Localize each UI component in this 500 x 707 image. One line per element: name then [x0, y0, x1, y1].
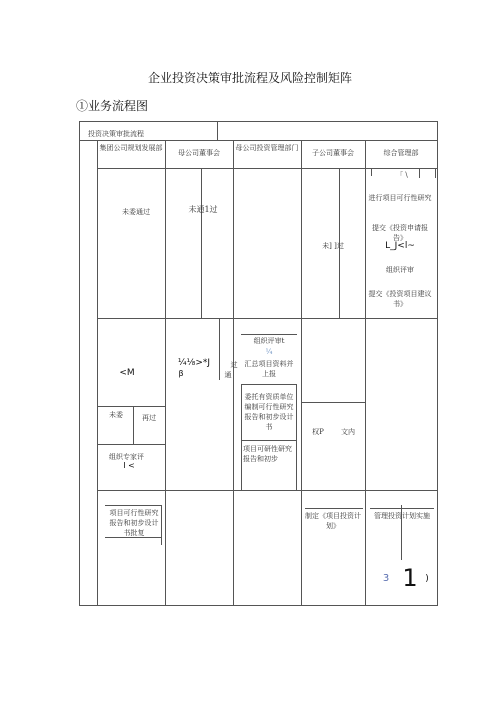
note-parent-pass-a: 过	[230, 361, 238, 369]
marks-top: 「 \	[396, 171, 408, 179]
note-subsidiary-a: 权P	[312, 428, 324, 436]
marks-planning-b: I <	[123, 461, 135, 470]
marks-planning: <M	[119, 368, 135, 378]
step-approval: 项目可行性研究报告和初步设计书批复	[109, 509, 159, 537]
step-submit-proposal: 提交《投资项目建议书》	[368, 290, 432, 308]
step-organize-review: 组织评审	[386, 266, 414, 274]
step-feasibility-report: 项目可研性研究报告和初步	[243, 445, 292, 463]
step-submit-application: 提交《投资申请报告》	[372, 224, 428, 242]
note-subsidiary-b: 文内	[341, 428, 355, 436]
marks-parent-a: ¼⅛>*J	[177, 358, 211, 368]
step-implement-plan: 管理投资计划实施	[374, 512, 430, 520]
section-heading: ①业务流程图	[76, 99, 149, 113]
marks-parent-b: β	[178, 369, 184, 378]
column-header-investment-dept: 母公司投资管理部门	[235, 144, 299, 152]
page-mark-c: )	[425, 574, 429, 584]
step-make-plan: 制定《项目投资计划》	[305, 512, 361, 530]
step-feasibility-study: 进行项目可行性研究	[368, 194, 432, 202]
page-mark-b: 1	[402, 564, 418, 592]
document-title: 企业投资决策审批流程及风险控制矩阵	[147, 71, 352, 85]
column-header-parent-board: 母公司董事会	[178, 149, 220, 157]
note-subsidiary-reject: 未] ]过	[322, 242, 344, 250]
column-header-subsidiary-board: 子公司董事会	[312, 149, 354, 157]
step-commission-report: 委托有资质单位编制可行性研究报告和初步设计书	[244, 393, 294, 431]
marks-mid: L_J<l~	[385, 241, 415, 251]
page-mark-a: 3	[382, 573, 390, 584]
note-planning-sub-b: 再过	[142, 414, 156, 422]
step-summarize-report: 汇总项目资料并上报	[244, 360, 294, 378]
mark-investment: ¼	[265, 348, 273, 356]
step-organize-review-2: 组织评审t	[253, 337, 285, 345]
note-planning-reject: 未委通过	[122, 208, 150, 216]
note-parent-board-reject: 未通1过	[188, 205, 218, 214]
step-expert-review: 组织专家评	[109, 453, 144, 461]
column-header-general-mgmt: 综合管理部	[383, 149, 419, 157]
note-parent-pass-b: 通	[224, 371, 232, 379]
note-planning-sub-a: 未委	[109, 411, 123, 419]
column-header-planning: 集团公司规划发展部	[99, 144, 163, 152]
flowchart-caption: 投资决策审批流程	[88, 130, 144, 138]
